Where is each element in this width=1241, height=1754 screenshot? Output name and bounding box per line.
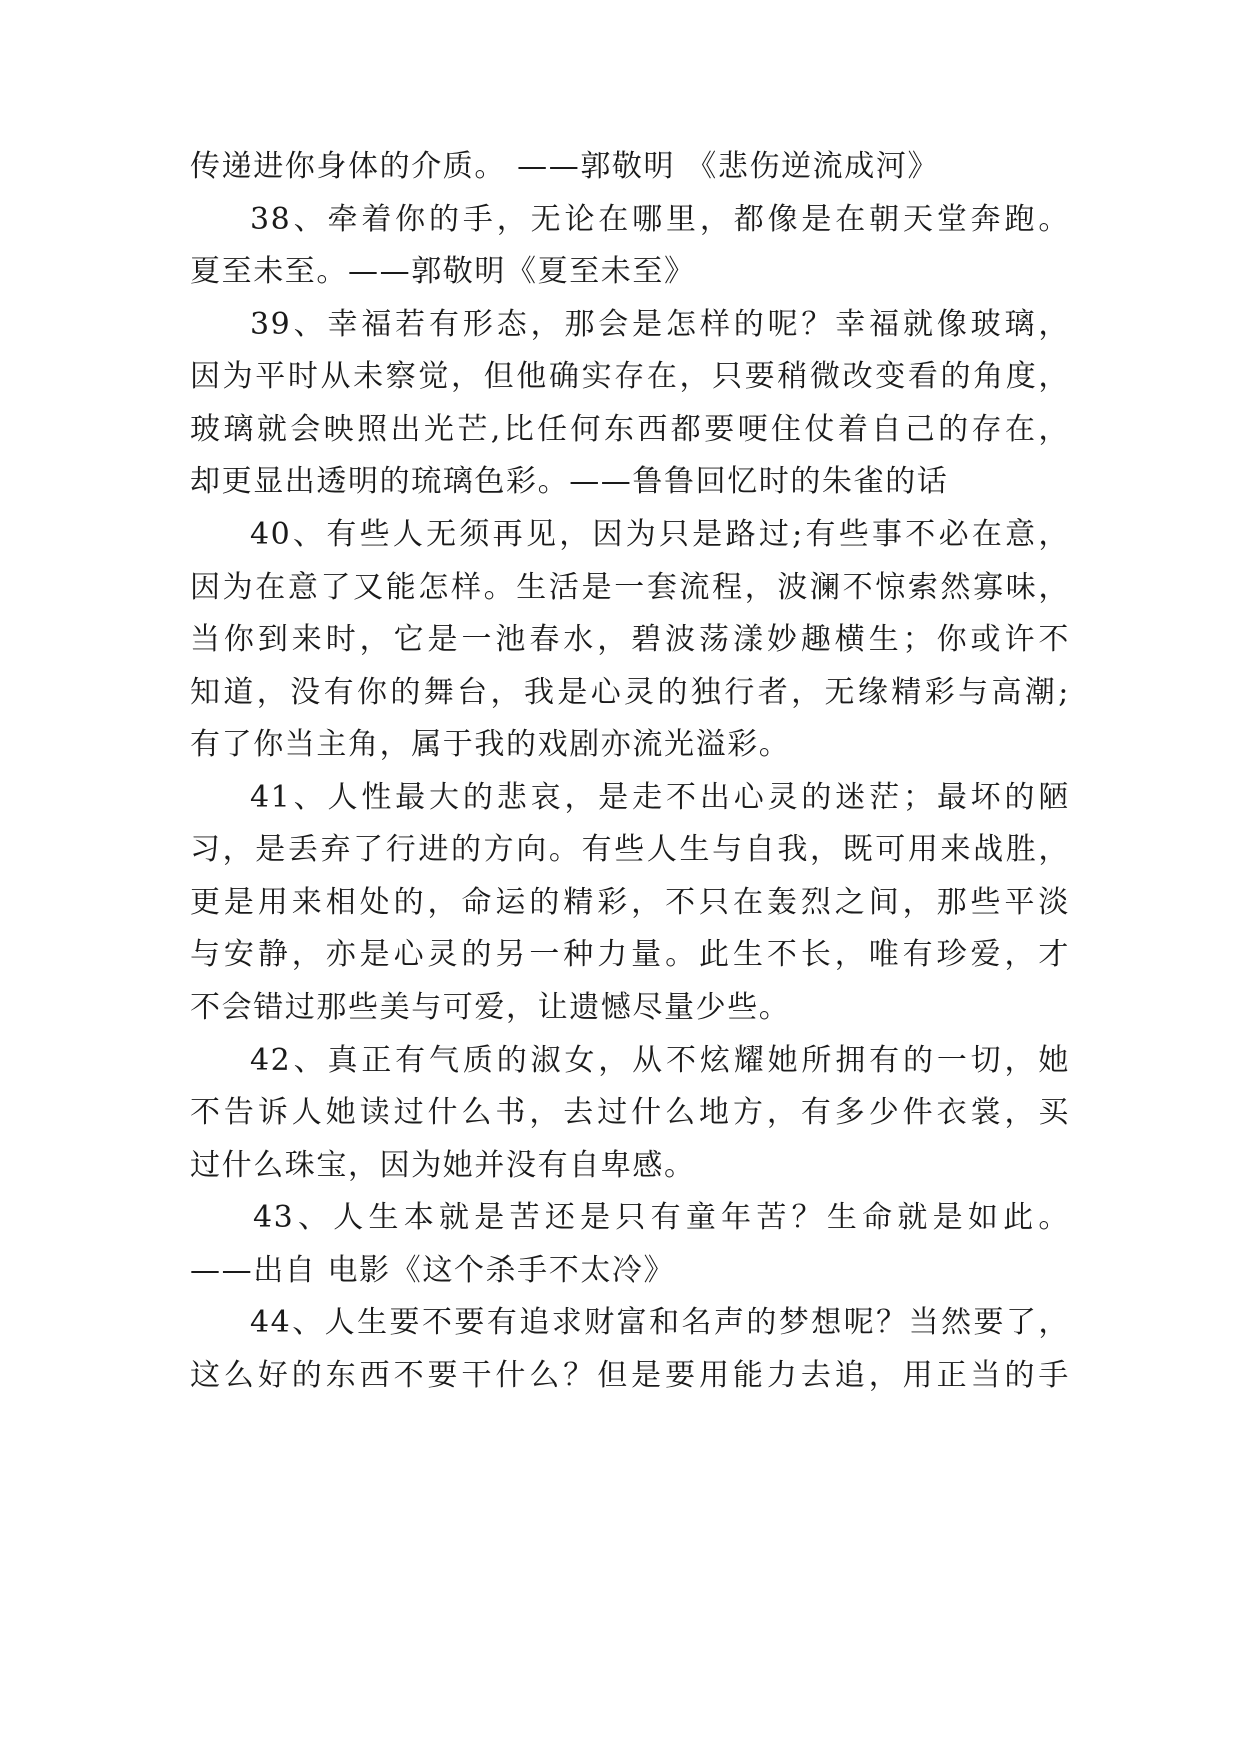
text-line-19: 不告诉人她读过什么书，去过什么地方，有多少件衣裳，买 xyxy=(190,1095,1070,1130)
text-line-3: 夏至未至。——郭敬明《夏至未至》 xyxy=(190,254,696,289)
text-line-9: 因为在意了又能怎样。生活是一套流程，波澜不惊索然寡味， xyxy=(190,570,1070,605)
text-line-20: 过什么珠宝，因为她并没有自卑感。 xyxy=(190,1148,696,1183)
text-line-1: 传递进你身体的介质。 ——郭敬明 《悲伤逆流成河》 xyxy=(190,149,940,184)
text-line-12: 有了你当主角，属于我的戏剧亦流光溢彩。 xyxy=(190,727,791,762)
text-line-7: 却更显出透明的琉璃色彩。——鲁鲁回忆时的朱雀的话 xyxy=(190,464,949,499)
text-line-17: 不会错过那些美与可爱，让遗憾尽量少些。 xyxy=(190,990,791,1025)
text-line-14: 习，是丢弃了行进的方向。有些人生与自我，既可用来战胜， xyxy=(190,832,1070,867)
text-line-23: 44、人生要不要有追求财富和名声的梦想呢？当然要了， xyxy=(250,1305,1070,1340)
text-line-8: 40、有些人无须再见，因为只是路过;有些事不必在意， xyxy=(250,517,1070,552)
text-line-15: 更是用来相处的，命运的精彩，不只在轰烈之间，那些平淡 xyxy=(190,885,1070,920)
text-line-22: ——出自 电影《这个杀手不太冷》 xyxy=(190,1253,676,1288)
text-line-4: 39、幸福若有形态，那会是怎样的呢？幸福就像玻璃， xyxy=(250,307,1070,342)
text-line-11: 知道，没有你的舞台，我是心灵的独行者，无缘精彩与高潮; xyxy=(190,675,1070,710)
text-line-2: 38、牵着你的手，无论在哪里，都像是在朝天堂奔跑。 xyxy=(250,202,1070,237)
text-line-5: 因为平时从未察觉，但他确实存在，只要稍微改变看的角度， xyxy=(190,359,1070,394)
text-line-6: 玻璃就会映照出光芒,比任何东西都要哽住仗着自己的存在， xyxy=(190,412,1070,447)
text-line-24: 这么好的东西不要干什么？但是要用能力去追，用正当的手 xyxy=(190,1358,1070,1393)
text-line-13: 41、人性最大的悲哀，是走不出心灵的迷茫；最坏的陋 xyxy=(250,780,1070,815)
text-line-21: 43、人生本就是苦还是只有童年苦？生命就是如此。 xyxy=(253,1200,1070,1235)
text-line-10: 当你到来时，它是一池春水，碧波荡漾妙趣横生；你或许不 xyxy=(190,622,1070,657)
text-line-16: 与安静，亦是心灵的另一种力量。此生不长，唯有珍爱，才 xyxy=(190,937,1070,972)
text-line-18: 42、真正有气质的淑女，从不炫耀她所拥有的一切，她 xyxy=(250,1043,1070,1078)
